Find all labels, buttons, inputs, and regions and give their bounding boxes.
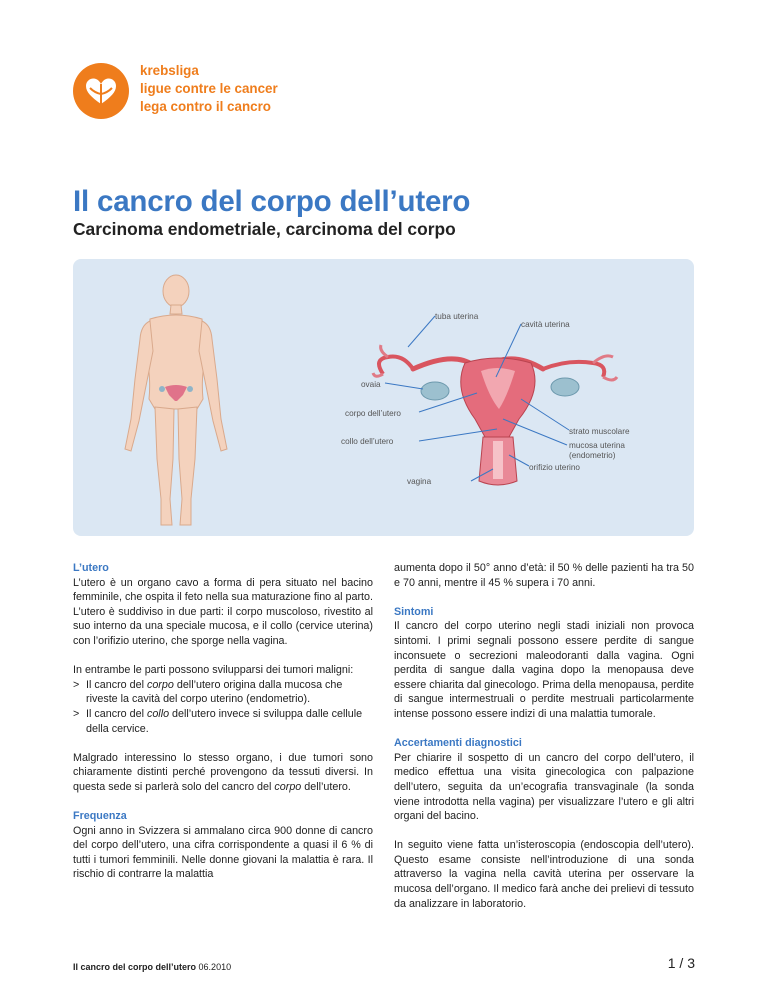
brand-line-de: krebsliga (140, 63, 199, 78)
paragraph-utero-1: L’utero è un organo cavo a forma di pera situato nel bacino femminile, che ospita il feto nella sua maturazione fino al parto. L’utero è suddiviso in due parti: il corpo muscoloso, rivestito al suo interno da una speciale mucosa, e il collo (cervice uterina) con l’orifizio uterino, che sporge nella vagina. (73, 576, 373, 647)
page-title: Il cancro del corpo dell’utero (73, 185, 471, 218)
brand-line-fr: ligue contre le cancer (140, 81, 278, 96)
right-column (394, 561, 694, 926)
page-subtitle: Carcinoma endometriale, carcinoma del corpo (73, 219, 456, 239)
anatomy-svg (73, 259, 694, 536)
anatomy-illustration (73, 259, 694, 536)
uterus-diagram-icon (373, 345, 617, 485)
paragraph-sintomi: Il cancro del corpo uterino negli stadi iniziali non provoca sintomi. I primi segnali possono essere perdite di sangue inconsuete o secrezioni maleodoranti dalla vagina. Ogni perdita di sangue dalla vagina dopo la menopausa deve essere chiarita dal ginecologo. Prima della menopausa, perdite di sangue intermestruali o perdite mestruali particolarmente intense possono essere indizi di una malattia tumorale. (394, 620, 694, 720)
paragraph-utero-3: Malgrado interessino lo stesso organo, i due tumori sono chiaramente distinti perché provengono da tessuti diversi. In questa sede si parlerà solo del cancro del corpo dell’utero. (73, 751, 373, 793)
footer (73, 962, 231, 972)
left-column (73, 561, 373, 897)
label-strato: strato muscolare (569, 427, 630, 436)
list-item: > Il cancro del corpo dell’utero origina dalla mucosa che riveste la cavità del corpo uterino (endometrio). (73, 678, 373, 707)
tumor-list (73, 678, 373, 736)
label-mucosa-2: (endometrio) (569, 451, 616, 460)
label-corpo: corpo dell’utero (345, 409, 401, 418)
paragraph-frequenza-cont: aumenta dopo il 50° anno d’età: il 50 % delle pazienti ha tra 50 e 70 anni, mentre il 45 % supera i 70 anni. (394, 562, 694, 589)
brand-name (140, 62, 278, 116)
label-cavita: cavità uterina (521, 320, 570, 329)
footer-doc-title: Il cancro del corpo dell’utero (73, 962, 197, 972)
brand-line-it: lega contro il cancro (140, 99, 271, 114)
label-tuba: tuba uterina (435, 312, 479, 321)
heading-utero: L’utero (73, 562, 109, 574)
list-item: > Il cancro del collo dell’utero invece si sviluppa dalle cellule della cervice. (73, 707, 373, 736)
paragraph-accertamenti-1: Per chiarire il sospetto di un cancro del corpo dell’utero, il medico effettua una visita ginecologica con palpazione dell’utero, seguita da un’ecografia transvaginale (la sonda viene introdotta nella vagina) per visualizzare l’utero e gli altri organi del bacino. (394, 751, 694, 823)
label-vagina: vagina (407, 477, 432, 486)
heading-sintomi: Sintomi (394, 605, 434, 618)
paragraph-frequenza: Ogni anno in Svizzera si ammalano circa 900 donne di cancro del corpo dell’utero, una cifra corrispondente a quasi il 6 % di tutti i tumori femminili. Nelle donne giovani la malattia è rara. Il rischio di contrarre la malattia (73, 824, 373, 881)
label-mucosa-1: mucosa uterina (569, 441, 625, 450)
page-number: 1 / 3 (667, 955, 695, 971)
heading-frequenza: Frequenza (73, 810, 127, 823)
label-collo: collo dell’utero (341, 437, 394, 446)
footer-date: 06.2010 (198, 962, 232, 972)
label-orifizio: orifizio uterino (529, 463, 580, 472)
label-ovaia: ovaia (361, 380, 381, 389)
paragraph-accertamenti-2: In seguito viene fatta un’isteroscopia (endoscopia dell’utero). Questo esame consiste nell’introduzione di una sonda attraverso la vagina nella cavità uterina per osservare la mucosa dell’organo. Il medico farà anche dei prelievi di tessuto da analizzare in laboratorio. (394, 839, 694, 910)
heading-accertamenti: Accertamenti diagnostici (394, 737, 522, 750)
paragraph-utero-2: In entrambe le parti possono svilupparsi dei tumori maligni: (73, 664, 354, 677)
krebsliga-heart-icon (73, 63, 129, 119)
